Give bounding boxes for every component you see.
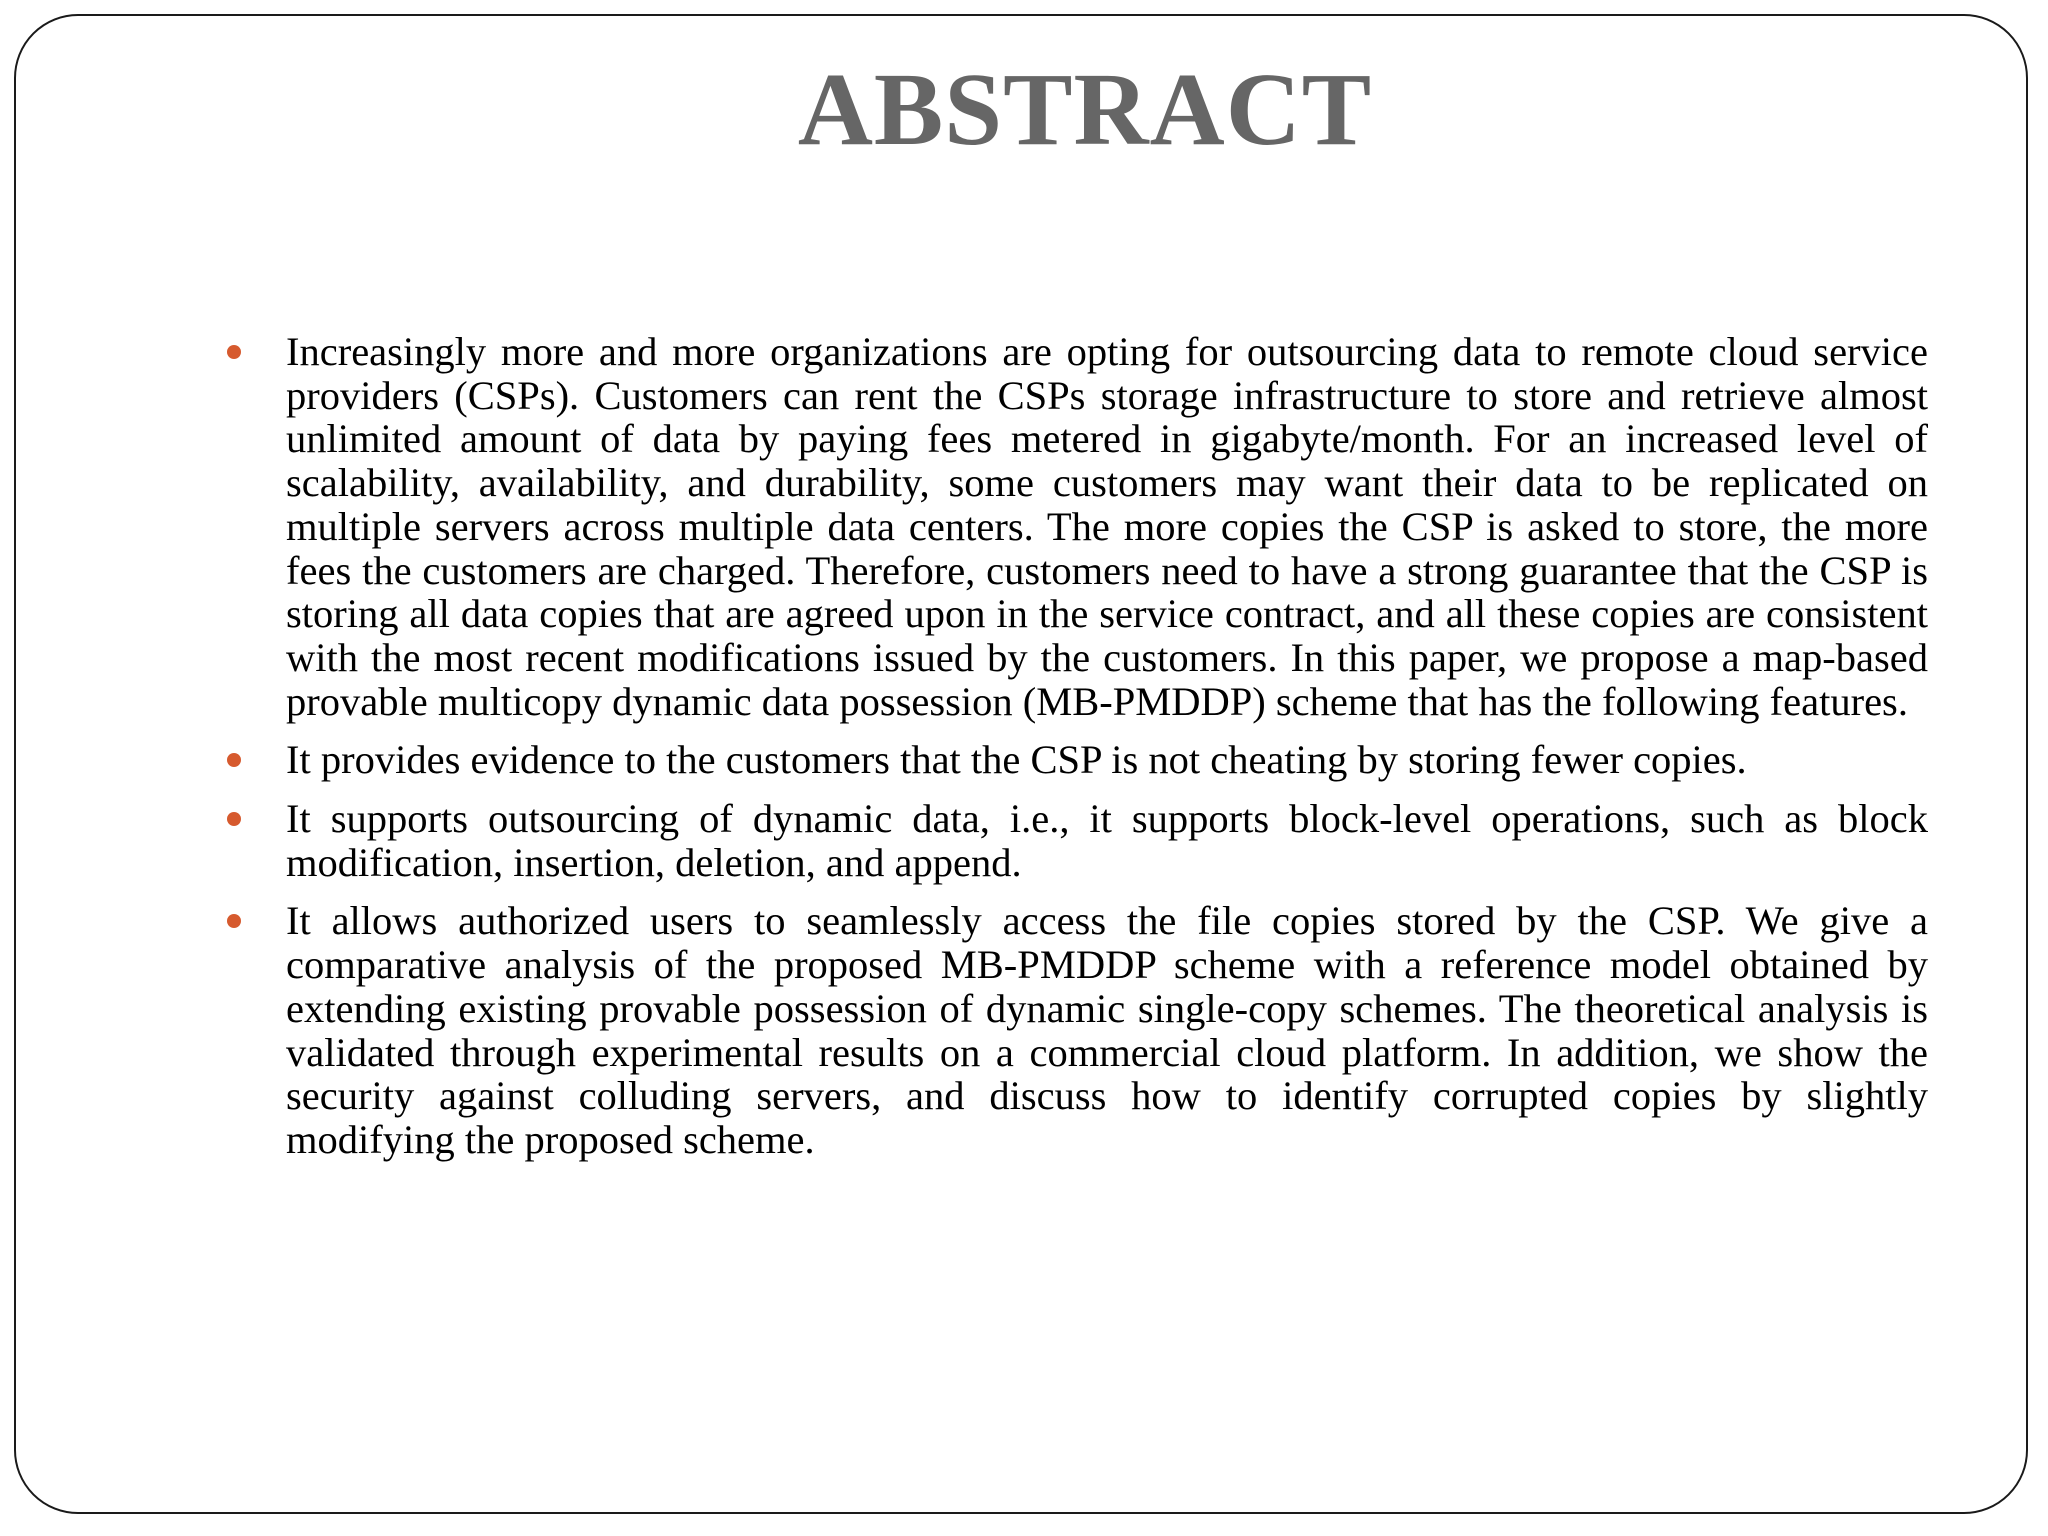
bullet-item-evidence (224, 738, 1928, 782)
bullet-text: Increasingly more and more organizations are opting for outsourcing data to remote cloud service providers (CSPs). Customers can rent the CSPs storage infrastructure to store and retrieve almost unlimited amount of data by paying fees metered in gigabyte/month. For an increased level of scalability, availability, and durability, some customers may want their data to be replicated on multiple servers across multiple data centers. The more copies the CSP is asked to store, the more fees the customers are charged. Therefore, customers need to have a strong guarantee that the CSP is storing all data copies that are agreed upon in the service contract, and all these copies are consistent with the most recent modifications issued by the customers. In this paper, we propose a map-based provable multicopy dynamic data possession (MB-PMDDP) scheme that has the following features. (286, 329, 1928, 724)
bullet-item-access (224, 899, 1928, 1161)
bullet-text: It allows authorized users to seamlessly access the file copies stored by the CSP. We give a comparative analysis of the proposed MB-PMDDP scheme with a reference model obtained by extending existing provable possession of dynamic single-copy schemes. The theoretical analysis is validated through experimental results on a commercial cloud platform. In addition, we show the security against colluding servers, and discuss how to identify corrupted copies by slightly modifying the proposed scheme. (286, 898, 1928, 1162)
bullet-list (224, 330, 1928, 1177)
bullet-item-dynamic-data (224, 797, 1928, 884)
bullet-item-intro (224, 330, 1928, 723)
bullet-dot-icon (227, 812, 241, 826)
slide-title: ABSTRACT (797, 52, 1373, 167)
bullet-dot-icon (227, 914, 241, 928)
bullet-text: It supports outsourcing of dynamic data, i.e., it supports block-level operations, such as block modification, insertion, deletion, and append. (286, 796, 1928, 885)
bullet-dot-icon (227, 753, 241, 767)
bullet-text: It provides evidence to the customers that the CSP is not cheating by storing fewer copies. (286, 737, 1747, 783)
bullet-dot-icon (227, 345, 241, 359)
